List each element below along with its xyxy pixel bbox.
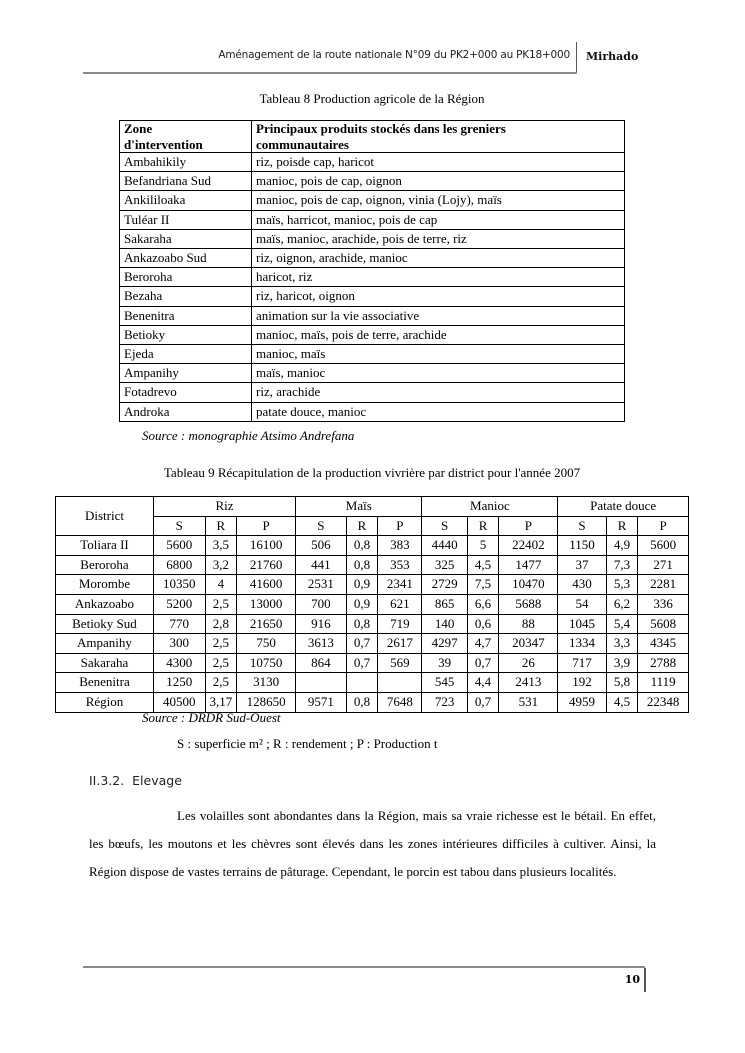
zone-cell: Fotadrevo [120,383,252,402]
table9-legend: S : superficie m² ; R : rendement ; P : Production t [177,736,438,751]
value-cell: 13000 [237,594,296,614]
products-cell: maïs, manioc, arachide, pois de terre, riz [252,229,625,248]
products-cell: maïs, manioc [252,364,625,383]
zone-cell: Beroroha [120,268,252,287]
table-row [120,229,625,248]
value-cell: 22402 [499,536,558,556]
value-cell: 10470 [499,575,558,595]
table9-subheader-cell: P [237,516,296,536]
table-row [56,673,689,693]
table9-group-row [56,497,689,517]
table-row [56,653,689,673]
value-cell: 271 [638,555,689,575]
table9-subheader-cell: S [296,516,347,536]
section-heading [89,773,182,788]
value-cell: 2413 [499,673,558,693]
value-cell: 0,8 [346,692,378,712]
value-cell [346,673,378,693]
zone-cell: Tuléar II [120,210,252,229]
value-cell: 3,9 [606,653,638,673]
value-cell: 4959 [558,692,606,712]
value-cell: 2,5 [205,653,237,673]
table-row [120,325,625,344]
products-cell: manioc, pois de cap, oignon, vinia (Lojy), maïs [252,191,625,210]
value-cell: 770 [153,614,205,634]
value-cell: 4345 [638,634,689,654]
table-row [56,594,689,614]
footer-rule [83,966,645,968]
products-cell: manioc, pois de cap, oignon [252,172,625,191]
table9-subheader-cell: P [499,516,558,536]
value-cell: 5,3 [606,575,638,595]
table8-header-row [120,121,625,153]
products-cell: riz, oignon, arachide, manioc [252,249,625,268]
value-cell [296,673,347,693]
value-cell: 4,5 [606,692,638,712]
table-row [120,172,625,191]
value-cell: 2281 [638,575,689,595]
table-row [56,575,689,595]
district-cell: Betioky Sud [56,614,154,634]
value-cell: 717 [558,653,606,673]
table-row [120,210,625,229]
value-cell: 916 [296,614,347,634]
value-cell: 865 [422,594,467,614]
value-cell: 4297 [422,634,467,654]
table-row [120,249,625,268]
table9-subheader-cell: P [378,516,422,536]
value-cell: 0,9 [346,575,378,595]
value-cell: 383 [378,536,422,556]
value-cell: 88 [499,614,558,634]
zone-cell: Ejeda [120,345,252,364]
value-cell [378,673,422,693]
table9-district-header: District [56,497,154,536]
value-cell: 0,9 [346,594,378,614]
value-cell: 5,8 [606,673,638,693]
value-cell: 22348 [638,692,689,712]
section-paragraph: Les volailles sont abondantes dans la Région, mais sa vraie richesse est le bétail. En effet, les bœufs, les moutons et les chèvres sont élevés dans les zones intérieures difficiles à cultiver. Ainsi, la Région dispose de vastes terrains de pâturage. Cependant, le porcin est tabou dans plusieurs localités. [89,808,656,879]
value-cell: 26 [499,653,558,673]
value-cell: 37 [558,555,606,575]
products-cell: animation sur la vie associative [252,306,625,325]
value-cell: 20347 [499,634,558,654]
table-row [56,536,689,556]
value-cell: 441 [296,555,347,575]
value-cell: 4,4 [467,673,499,693]
value-cell: 5200 [153,594,205,614]
district-cell: Beroroha [56,555,154,575]
value-cell: 128650 [237,692,296,712]
zone-cell: Ankazoabo Sud [120,249,252,268]
zone-cell: Ambahikily [120,153,252,172]
value-cell: 723 [422,692,467,712]
value-cell: 719 [378,614,422,634]
value-cell: 3,17 [205,692,237,712]
value-cell: 2617 [378,634,422,654]
value-cell: 4300 [153,653,205,673]
value-cell: 700 [296,594,347,614]
table8-source: Source : monographie Atsimo Andrefana [142,428,355,443]
value-cell: 1150 [558,536,606,556]
header-rule [83,72,577,74]
value-cell: 1334 [558,634,606,654]
table9-source: Source : DRDR Sud-Ouest [142,710,281,725]
district-cell: Benenitra [56,673,154,693]
value-cell: 192 [558,673,606,693]
value-cell: 300 [153,634,205,654]
products-cell: patate douce, manioc [252,402,625,421]
value-cell: 3613 [296,634,347,654]
table-row [56,634,689,654]
table9-subheader-cell: P [638,516,689,536]
value-cell: 3,3 [606,634,638,654]
value-cell: 5688 [499,594,558,614]
value-cell: 5 [467,536,499,556]
value-cell: 6,6 [467,594,499,614]
running-header-title: Aménagement de la route nationale N°09 du PK2+000 au PK18+000 [218,49,570,61]
page-number: 10 [624,973,640,986]
table-row [120,383,625,402]
table8 [119,120,625,422]
value-cell: 1119 [638,673,689,693]
products-cell: haricot, riz [252,268,625,287]
value-cell: 3,5 [205,536,237,556]
value-cell: 21760 [237,555,296,575]
value-cell: 0,7 [346,634,378,654]
table-row [120,306,625,325]
value-cell: 2,8 [205,614,237,634]
table9-group-riz: Riz [153,497,295,517]
value-cell: 7,3 [606,555,638,575]
table-row [56,555,689,575]
value-cell: 39 [422,653,467,673]
value-cell: 545 [422,673,467,693]
table-row [120,402,625,421]
table-row [120,191,625,210]
value-cell: 4 [205,575,237,595]
value-cell: 5600 [153,536,205,556]
zone-cell: Befandriana Sud [120,172,252,191]
value-cell: 9571 [296,692,347,712]
products-cell: riz, arachide [252,383,625,402]
products-cell: riz, haricot, oignon [252,287,625,306]
table8-header-products: Principaux produits stockés dans les greniers communautaires [252,121,625,153]
value-cell: 2788 [638,653,689,673]
value-cell: 5,4 [606,614,638,634]
value-cell: 2341 [378,575,422,595]
table9-subheader-cell: S [422,516,467,536]
district-cell: Sakaraha [56,653,154,673]
value-cell: 353 [378,555,422,575]
district-cell: Ankazoabo [56,594,154,614]
zone-cell: Ankililoaka [120,191,252,210]
value-cell: 0,8 [346,555,378,575]
value-cell: 40500 [153,692,205,712]
value-cell: 750 [237,634,296,654]
value-cell: 5608 [638,614,689,634]
value-cell: 0,6 [467,614,499,634]
header-divider [576,42,577,72]
value-cell: 21650 [237,614,296,634]
products-cell: manioc, maïs, pois de terre, arachide [252,325,625,344]
table-row [120,268,625,287]
zone-cell: Sakaraha [120,229,252,248]
value-cell: 41600 [237,575,296,595]
value-cell: 506 [296,536,347,556]
value-cell: 4,9 [606,536,638,556]
value-cell: 0,7 [467,692,499,712]
value-cell: 6,2 [606,594,638,614]
value-cell: 3,2 [205,555,237,575]
value-cell: 569 [378,653,422,673]
value-cell: 6800 [153,555,205,575]
value-cell: 140 [422,614,467,634]
table-row [120,153,625,172]
table9-subheader-cell: S [153,516,205,536]
value-cell: 2,5 [205,594,237,614]
header-brand: Mirhado [586,50,639,63]
value-cell: 0,7 [467,653,499,673]
table-row [120,364,625,383]
value-cell: 0,8 [346,614,378,634]
table9-subheader-cell: R [467,516,499,536]
zone-cell: Betioky [120,325,252,344]
value-cell: 2,5 [205,634,237,654]
zone-cell: Bezaha [120,287,252,306]
value-cell: 531 [499,692,558,712]
products-cell: riz, poisde cap, haricot [252,153,625,172]
table9-group-manioc: Manioc [422,497,558,517]
value-cell: 54 [558,594,606,614]
district-cell: Région [56,692,154,712]
value-cell: 1045 [558,614,606,634]
zone-cell: Androka [120,402,252,421]
district-cell: Ampanihy [56,634,154,654]
value-cell: 2,5 [205,673,237,693]
value-cell: 5600 [638,536,689,556]
value-cell: 2729 [422,575,467,595]
table9-caption: Tableau 9 Récapitulation de la production vivrière par district pour l'année 2007 [163,465,581,480]
table9-subheader-cell: S [558,516,606,536]
table9-group-patate: Patate douce [558,497,689,517]
table9-subheader-cell: R [606,516,638,536]
value-cell: 0,7 [346,653,378,673]
table-row [120,345,625,364]
table9-group-mais: Maïs [296,497,422,517]
table8-caption: Tableau 8 Production agricole de la Région [259,91,485,106]
value-cell: 621 [378,594,422,614]
value-cell: 2531 [296,575,347,595]
value-cell: 1250 [153,673,205,693]
value-cell: 4,7 [467,634,499,654]
value-cell: 4,5 [467,555,499,575]
zone-cell: Ampanihy [120,364,252,383]
value-cell: 0,8 [346,536,378,556]
value-cell: 325 [422,555,467,575]
value-cell: 10350 [153,575,205,595]
table9 [55,496,689,713]
value-cell: 7,5 [467,575,499,595]
products-cell: maïs, harricot, manioc, pois de cap [252,210,625,229]
table9-subheader-cell: R [346,516,378,536]
value-cell: 16100 [237,536,296,556]
section-title: Elevage [132,773,182,788]
value-cell: 864 [296,653,347,673]
value-cell: 336 [638,594,689,614]
products-cell: manioc, maïs [252,345,625,364]
footer-divider [644,968,646,992]
table8-header-zone: Zone d'intervention [120,121,252,153]
table-row [120,287,625,306]
district-cell: Toliara II [56,536,154,556]
value-cell: 10750 [237,653,296,673]
zone-cell: Benenitra [120,306,252,325]
table-row [56,614,689,634]
district-cell: Morombe [56,575,154,595]
section-number: II.3.2. [89,773,125,788]
value-cell: 3130 [237,673,296,693]
value-cell: 430 [558,575,606,595]
value-cell: 4440 [422,536,467,556]
value-cell: 1477 [499,555,558,575]
table9-subheader-cell: R [205,516,237,536]
value-cell: 7648 [378,692,422,712]
